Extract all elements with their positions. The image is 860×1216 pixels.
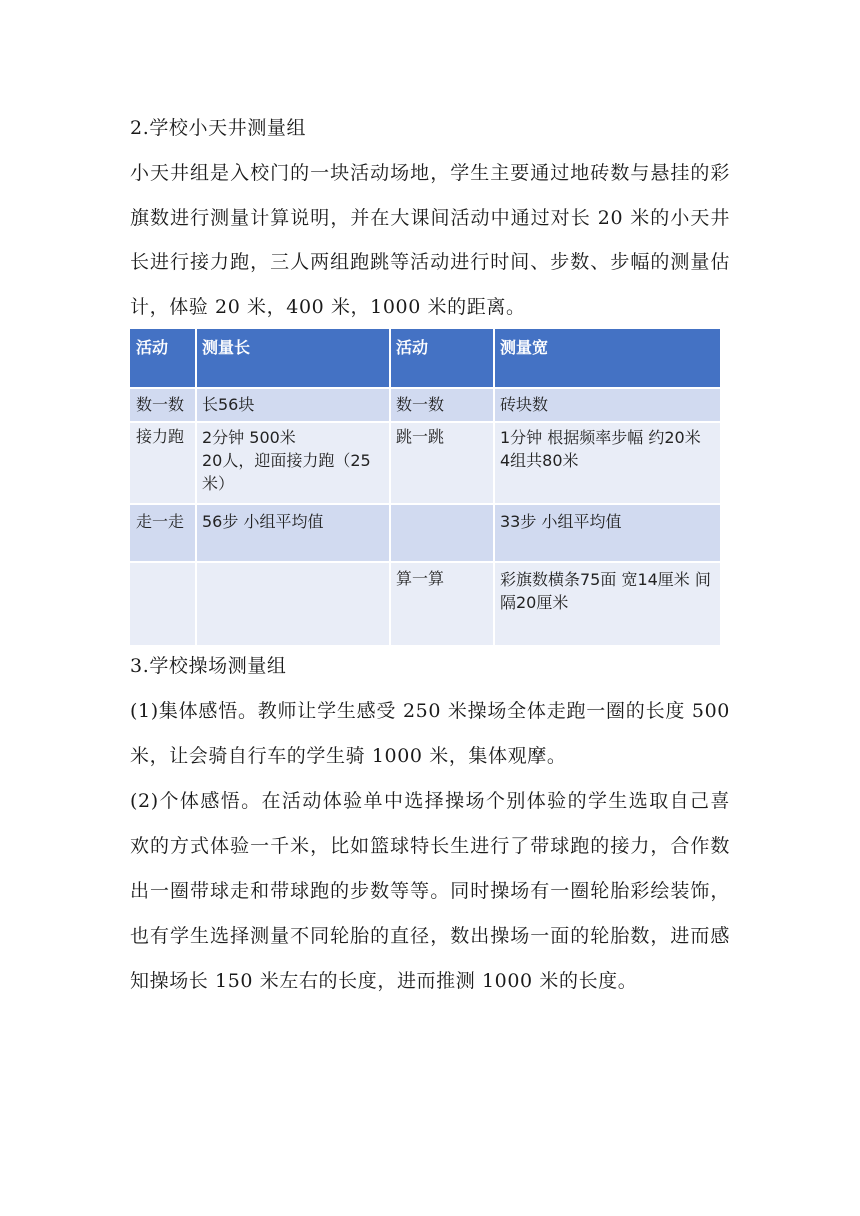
table-cell: 2分钟 500米 20人，迎面接力跑（25米） — [202, 428, 371, 493]
table-cell: 1分钟 根据频率步幅 约20米 4组共80米 — [500, 428, 701, 470]
table-cell: 走一走 — [136, 512, 185, 531]
table-row — [130, 423, 720, 503]
section2-para-line-1: 小天井组是入校门的一块活动场地，学生主要通过地砖数与悬挂的彩 — [130, 162, 730, 184]
table-cell: 数一数 — [136, 395, 185, 414]
table-header-cell: 活动 — [136, 338, 169, 357]
table-row — [130, 389, 720, 421]
table-cell — [130, 563, 196, 568]
table-cell: 彩旗数横条75面 宽14厘米 间 隔20厘米 — [500, 570, 711, 612]
section2-heading: 2.学校小天井测量组 — [130, 117, 307, 139]
section3-p1-line-2: 米，让会骑自行车的学生骑 1000 米，集体观摩。 — [130, 745, 567, 767]
table-column-divider — [195, 329, 197, 645]
table-row — [130, 563, 720, 645]
section3-p2-line-5: 知操场长 150 米左右的长度，进而推测 1000 米的长度。 — [130, 970, 638, 992]
table-column-divider — [389, 329, 391, 645]
section3-p2-line-1: (2)个体感悟。在活动体验单中选择操场个别体验的学生选取自己喜 — [130, 790, 730, 812]
table-cell: 跳一跳 — [396, 427, 445, 446]
table-column-divider — [493, 329, 495, 645]
table-cell — [196, 563, 390, 568]
section2-para-line-3: 长进行接力跑，三人两组跑跳等活动进行时间、步数、步幅的测量估 — [130, 251, 730, 273]
table-cell: 数一数 — [396, 395, 445, 414]
table-cell: 33步 小组平均值 — [500, 512, 622, 531]
section2-para-line-4: 计，体验 20 米，400 米，1000 米的距离。 — [130, 296, 526, 318]
section2-para-line-2: 旗数进行测量计算说明，并在大课间活动中通过对长 20 米的小天井 — [130, 207, 730, 229]
table-header-row — [130, 329, 720, 387]
table-header-cell: 活动 — [396, 338, 429, 357]
table-header-cell: 测量宽 — [500, 338, 549, 357]
table-cell: 接力跑 — [136, 427, 185, 446]
table-cell: 算一算 — [396, 569, 445, 588]
table-cell — [390, 505, 494, 511]
table-cell: 长56块 — [202, 395, 255, 414]
section3-p2-line-2: 欢的方式体验一千米，比如篮球特长生进行了带球跑的接力，合作数 — [130, 835, 730, 857]
section3-p2-line-3: 出一圈带球走和带球跑的步数等等。同时操场有一圈轮胎彩绘装饰， — [130, 880, 730, 902]
section3-heading: 3.学校操场测量组 — [130, 655, 287, 677]
table-row — [130, 505, 720, 561]
measurement-table — [130, 329, 720, 645]
section3-p1-line-1: (1)集体感悟。教师让学生感受 250 米操场全体走跑一圈的长度 500 — [130, 700, 730, 722]
table-cell: 砖块数 — [500, 395, 549, 414]
table-header-cell: 测量长 — [202, 338, 251, 357]
table-cell: 56步 小组平均值 — [202, 512, 324, 531]
section3-p2-line-4: 也有学生选择测量不同轮胎的直径，数出操场一面的轮胎数，进而感 — [130, 925, 730, 947]
